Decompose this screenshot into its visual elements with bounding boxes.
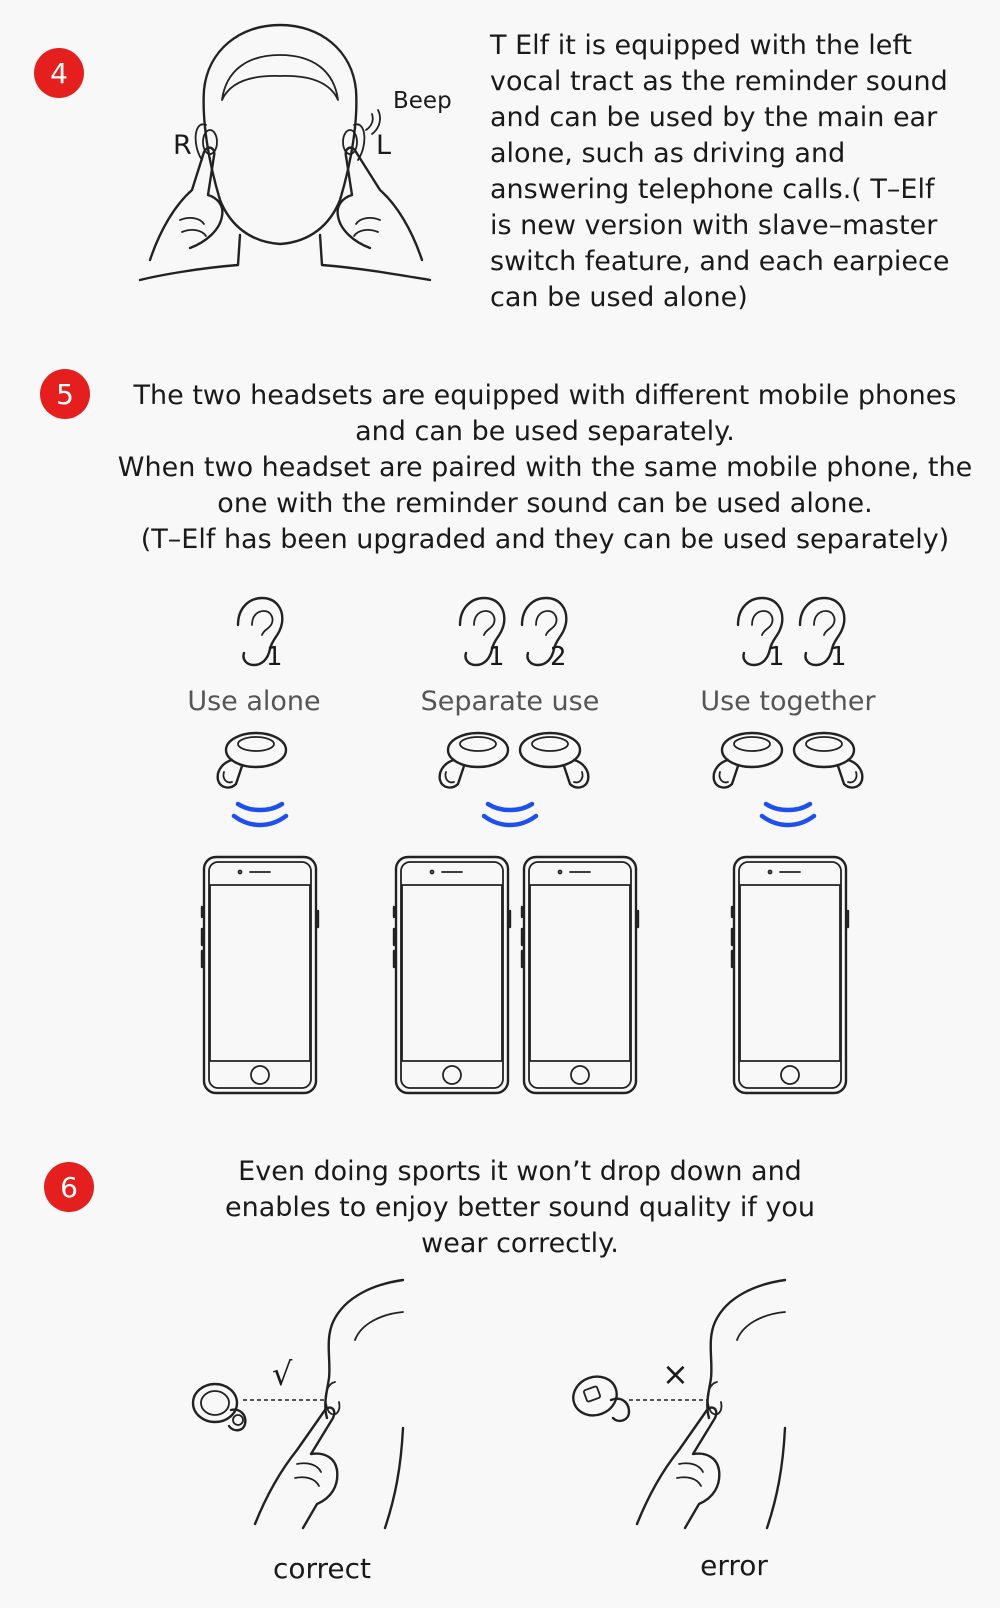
step-badge-4: 4 bbox=[34, 48, 84, 98]
right-ear-label: R bbox=[173, 130, 192, 161]
step4-line: and can be used by the main ear bbox=[490, 102, 938, 133]
step5-line: and can be used separately. bbox=[355, 416, 735, 447]
step4-line: vocal tract as the reminder sound bbox=[490, 66, 948, 97]
correct-caption: correct bbox=[272, 1552, 372, 1585]
step5-line: one with the reminder sound can be used alone. bbox=[217, 488, 873, 519]
phone-icon bbox=[520, 855, 642, 1095]
left-ear-label: L bbox=[376, 130, 392, 161]
signal-icon bbox=[480, 800, 540, 830]
ear-number: 1 bbox=[768, 642, 785, 672]
signal-icon bbox=[230, 800, 290, 830]
ear-number: 1 bbox=[488, 642, 505, 672]
mode-label-use-alone: Use alone bbox=[187, 686, 321, 717]
phone-icon bbox=[730, 855, 852, 1095]
correct-mark: √ bbox=[272, 1355, 293, 1393]
earbud-icon bbox=[432, 730, 512, 795]
phone-icon bbox=[200, 855, 322, 1095]
phone-icon bbox=[392, 855, 514, 1095]
correct-wearing-illustration bbox=[185, 1278, 425, 1538]
step4-line: can be used alone) bbox=[490, 282, 748, 313]
step6-line: enables to enjoy better sound quality if you bbox=[224, 1192, 816, 1223]
signal-icon bbox=[758, 800, 818, 830]
step6-line: wear correctly. bbox=[421, 1228, 619, 1259]
error-caption: error bbox=[700, 1549, 768, 1582]
step5-line: The two headsets are equipped with different mobile phones bbox=[133, 380, 957, 411]
step5-line: When two headset are paired with the same mobile phone, the bbox=[117, 452, 973, 483]
step-badge-6: 6 bbox=[44, 1162, 94, 1212]
step4-description bbox=[490, 28, 980, 316]
earbud-icon bbox=[790, 730, 870, 795]
step4-line: is new version with slave–master bbox=[490, 210, 938, 241]
earbud-icon bbox=[706, 730, 786, 795]
error-mark: × bbox=[662, 1355, 689, 1393]
step4-line: switch feature, and each earpiece bbox=[490, 246, 950, 277]
step5-line: (T–Elf has been upgraded and they can be used separately) bbox=[140, 524, 950, 555]
beep-label: Beep bbox=[393, 88, 452, 114]
error-wearing-illustration bbox=[567, 1278, 807, 1538]
step4-line: alone, such as driving and bbox=[490, 138, 846, 169]
ear-number: 1 bbox=[266, 642, 283, 672]
ear-number: 1 bbox=[830, 642, 847, 672]
step-badge-5: 5 bbox=[40, 369, 90, 419]
step5-description bbox=[100, 378, 990, 558]
earbud-icon bbox=[516, 730, 596, 795]
mode-label-use-together: Use together bbox=[700, 686, 876, 717]
step6-description bbox=[170, 1154, 870, 1262]
mode-label-separate-use: Separate use bbox=[420, 686, 600, 717]
step4-line: T Elf it is equipped with the left bbox=[490, 30, 913, 61]
step4-line: answering telephone calls.( T–Elf bbox=[490, 174, 935, 205]
ear-number: 2 bbox=[550, 642, 567, 672]
earbud-icon bbox=[210, 730, 290, 795]
step6-line: Even doing sports it won’t drop down and bbox=[238, 1156, 802, 1187]
